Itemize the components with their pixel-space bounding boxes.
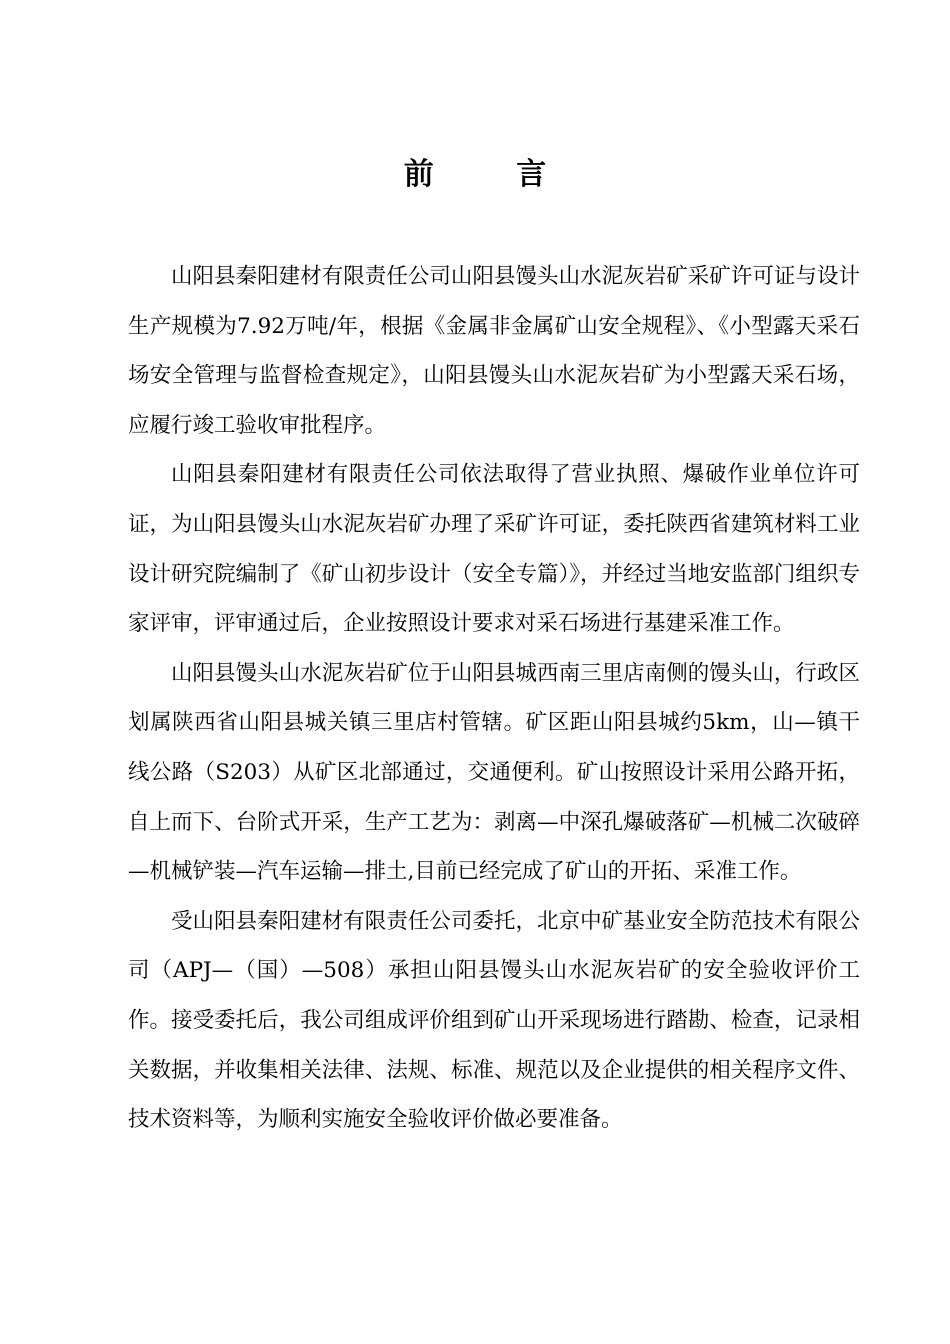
paragraph-1: 山阳县秦阳建材有限责任公司山阳县馒头山水泥灰岩矿采矿许可证与设计生产规模为7.92万吨/年，根据《金属非金属矿山安全规程》、《小型露天采石场安全管理与监督检查规定》，山阳县馒头山水泥灰岩矿为小型露天采石场，应履行竣工验收审批程序。 [128, 264, 860, 438]
paragraph-4: 受山阳县秦阳建材有限责任公司委托，北京中矿基业安全防范技术有限公司（APJ—（国）—508）承担山阳县馒头山水泥灰岩矿的安全验收评价工作。接受委托后，我公司组成评价组到矿山开采现场进行踏勘、检查，记录相关数据，并收集相关法律、法规、标准、规范以及企业提供的相关程序文件、技术资料等，为顺利实施安全验收评价做必要准备。 [128, 908, 860, 1133]
paragraph-2: 山阳县秦阳建材有限责任公司依法取得了营业执照、爆破作业单位许可证，为山阳县馒头山水泥灰岩矿办理了采矿许可证，委托陕西省建筑材料工业设计研究院编制了《矿山初步设计（安全专篇）》，并经过当地安监部门组织专家评审，评审通过后，企业按照设计要求对采石场进行基建采准工作。 [128, 462, 860, 637]
paragraph-3: 山阳县馒头山水泥灰岩矿位于山阳县城西南三里店南侧的馒头山，行政区划属陕西省山阳县城关镇三里店村管辖。矿区距山阳县城约5km，山—镇干线公路（S203）从矿区北部通过，交通便利。矿山按照设计采用公路开拓，自上而下、台阶式开采，生产工艺为：剥离—中深孔爆破落矿—机械二次破碎—机械铲装—汽车运输—排土,目前已经完成了矿山的开拓、采准工作。 [128, 660, 860, 885]
document-body [128, 252, 860, 1145]
page-title: 前 言 [403, 157, 583, 192]
